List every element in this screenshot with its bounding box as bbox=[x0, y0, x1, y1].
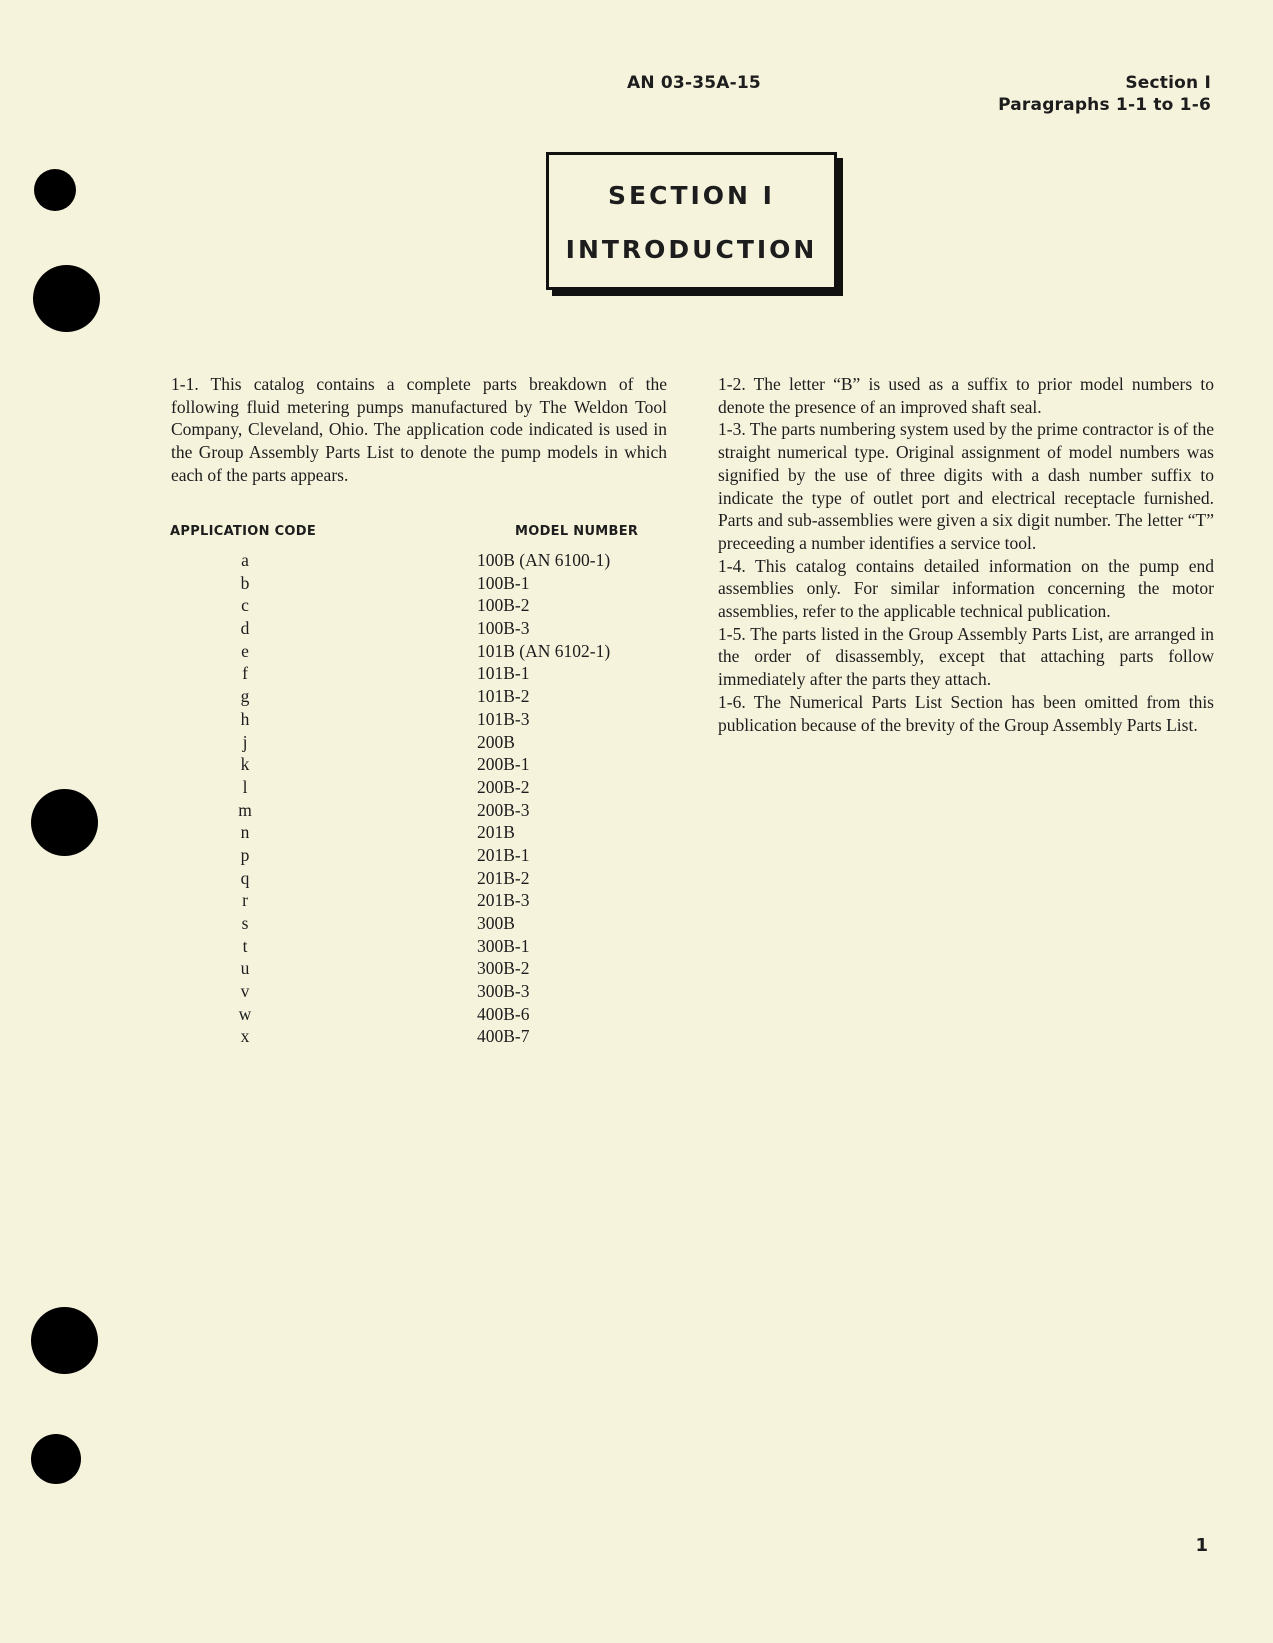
table-row bbox=[170, 686, 670, 709]
application-code: x bbox=[240, 1026, 250, 1047]
table-row bbox=[170, 1004, 670, 1027]
application-code: n bbox=[240, 822, 250, 843]
application-code: m bbox=[238, 799, 252, 820]
model-number: 400B-7 bbox=[477, 1026, 530, 1047]
left-column bbox=[171, 373, 667, 487]
model-number: 101B-2 bbox=[477, 686, 530, 707]
binder-hole-1 bbox=[34, 169, 76, 211]
application-code: u bbox=[240, 958, 250, 979]
application-code: c bbox=[241, 595, 249, 616]
table-row bbox=[170, 958, 670, 981]
doc-number: AN 03-35A-15 bbox=[627, 73, 761, 93]
model-number: 100B-1 bbox=[477, 572, 530, 593]
application-code: q bbox=[240, 867, 250, 888]
section-subtitle: INTRODUCTION bbox=[565, 235, 818, 264]
application-code: a bbox=[241, 550, 249, 570]
paragraphs-label: Paragraphs 1-1 to 1-6 bbox=[998, 95, 1211, 115]
model-number: 200B-1 bbox=[477, 754, 530, 775]
page-number: 1 bbox=[1195, 1535, 1208, 1556]
table-row bbox=[170, 800, 670, 823]
application-code: h bbox=[240, 708, 250, 729]
paragraph-1-1: 1-1. This catalog contains a complete parts breakdown of the following fluid metering pumps manufactured by The Weldon Tool Company, Cleveland, Ohio. The application code indicated is used in the Group Assembly Parts List to denote the pump models in which each of the parts appears. bbox=[171, 374, 667, 485]
application-code: w bbox=[238, 1003, 252, 1024]
model-number: 200B bbox=[477, 731, 515, 752]
table-row bbox=[170, 890, 670, 913]
table-row bbox=[170, 845, 670, 868]
binder-hole-2 bbox=[33, 265, 100, 332]
model-number: 200B-3 bbox=[477, 799, 530, 820]
model-number: 101B-3 bbox=[477, 708, 530, 729]
model-number: 300B-1 bbox=[477, 935, 530, 956]
model-number: 200B-2 bbox=[477, 776, 530, 797]
paragraph-1-5: 1-5. The parts listed in the Group Assembly Parts List, are arranged in the order of disassembly, except that attaching parts follow immediately after the parts they attach. bbox=[718, 623, 1214, 690]
model-number: 201B-1 bbox=[477, 844, 530, 865]
application-code: d bbox=[240, 618, 250, 639]
model-number: 100B (AN 6100-1) bbox=[477, 550, 611, 570]
paragraph-1-4: 1-4. This catalog contains detailed information on the pump end assemblies only. For similar information concerning the motor assemblies, refer to the applicable technical publication. bbox=[718, 555, 1214, 622]
table-row bbox=[170, 868, 670, 891]
model-number: 101B (AN 6102-1) bbox=[477, 640, 611, 661]
application-code: p bbox=[240, 844, 250, 865]
application-code: j bbox=[242, 731, 248, 752]
model-number: 201B-3 bbox=[477, 890, 530, 911]
table-row bbox=[170, 573, 670, 596]
table-row bbox=[170, 550, 670, 573]
application-code: b bbox=[240, 572, 250, 593]
model-number: 101B-1 bbox=[477, 663, 530, 684]
application-code: s bbox=[241, 913, 249, 933]
application-code: e bbox=[241, 640, 249, 661]
table-row bbox=[170, 777, 670, 800]
table-row bbox=[170, 595, 670, 618]
binder-hole-4 bbox=[31, 1307, 98, 1374]
application-code: f bbox=[242, 663, 248, 684]
model-number: 201B-2 bbox=[477, 867, 530, 888]
table-row bbox=[170, 1026, 670, 1049]
model-number: 300B-3 bbox=[477, 981, 530, 1002]
table-header bbox=[170, 520, 670, 550]
table-row bbox=[170, 913, 670, 936]
paragraph-1-2: 1-2. The letter “B” is used as a suffix to prior model numbers to denote the presence of an improved shaft seal. bbox=[718, 374, 1214, 417]
paragraph-1-3: 1-3. The parts numbering system used by the prime contractor is of the straight numerical type. Original assignment of model numbers was signified by the use of three digits with a dash number suffix to indicate the type of outlet port and electrical receptacle furnished. Parts and sub-assemblies were given a six digit number. The letter “T” preceeding a number identifies a service tool. bbox=[718, 419, 1214, 553]
application-code: v bbox=[240, 981, 250, 1002]
model-number: 300B-2 bbox=[477, 958, 530, 979]
header-application-code: APPLICATION CODE bbox=[170, 524, 317, 539]
application-code: t bbox=[242, 935, 248, 956]
application-code: r bbox=[242, 890, 248, 911]
table-row bbox=[170, 618, 670, 641]
binder-hole-3 bbox=[31, 789, 98, 856]
section-title: SECTION I bbox=[608, 181, 775, 210]
model-number: 201B bbox=[477, 822, 515, 843]
table-row bbox=[170, 663, 670, 686]
application-code: g bbox=[240, 686, 250, 707]
section-label: Section I bbox=[1125, 73, 1211, 93]
model-number: 400B-6 bbox=[477, 1003, 530, 1024]
table-body bbox=[170, 550, 670, 1049]
section-title-box bbox=[546, 152, 837, 290]
table-row bbox=[170, 732, 670, 755]
table-row bbox=[170, 709, 670, 732]
binder-hole-5 bbox=[31, 1434, 81, 1484]
table-row bbox=[170, 822, 670, 845]
model-number: 100B-2 bbox=[477, 595, 530, 616]
right-column bbox=[718, 373, 1214, 736]
application-code: k bbox=[240, 754, 250, 775]
header-model-number: MODEL NUMBER bbox=[515, 524, 639, 539]
paragraph-1-6: 1-6. The Numerical Parts List Section has been omitted from this publication because of the brevity of the Group Assembly Parts List. bbox=[718, 691, 1214, 735]
table-row bbox=[170, 981, 670, 1004]
model-number: 100B-3 bbox=[477, 618, 530, 639]
table-row bbox=[170, 754, 670, 777]
table-row bbox=[170, 641, 670, 664]
application-code: l bbox=[242, 776, 248, 797]
application-code-table bbox=[170, 520, 670, 1049]
model-number: 300B bbox=[477, 913, 515, 933]
table-row bbox=[170, 936, 670, 959]
